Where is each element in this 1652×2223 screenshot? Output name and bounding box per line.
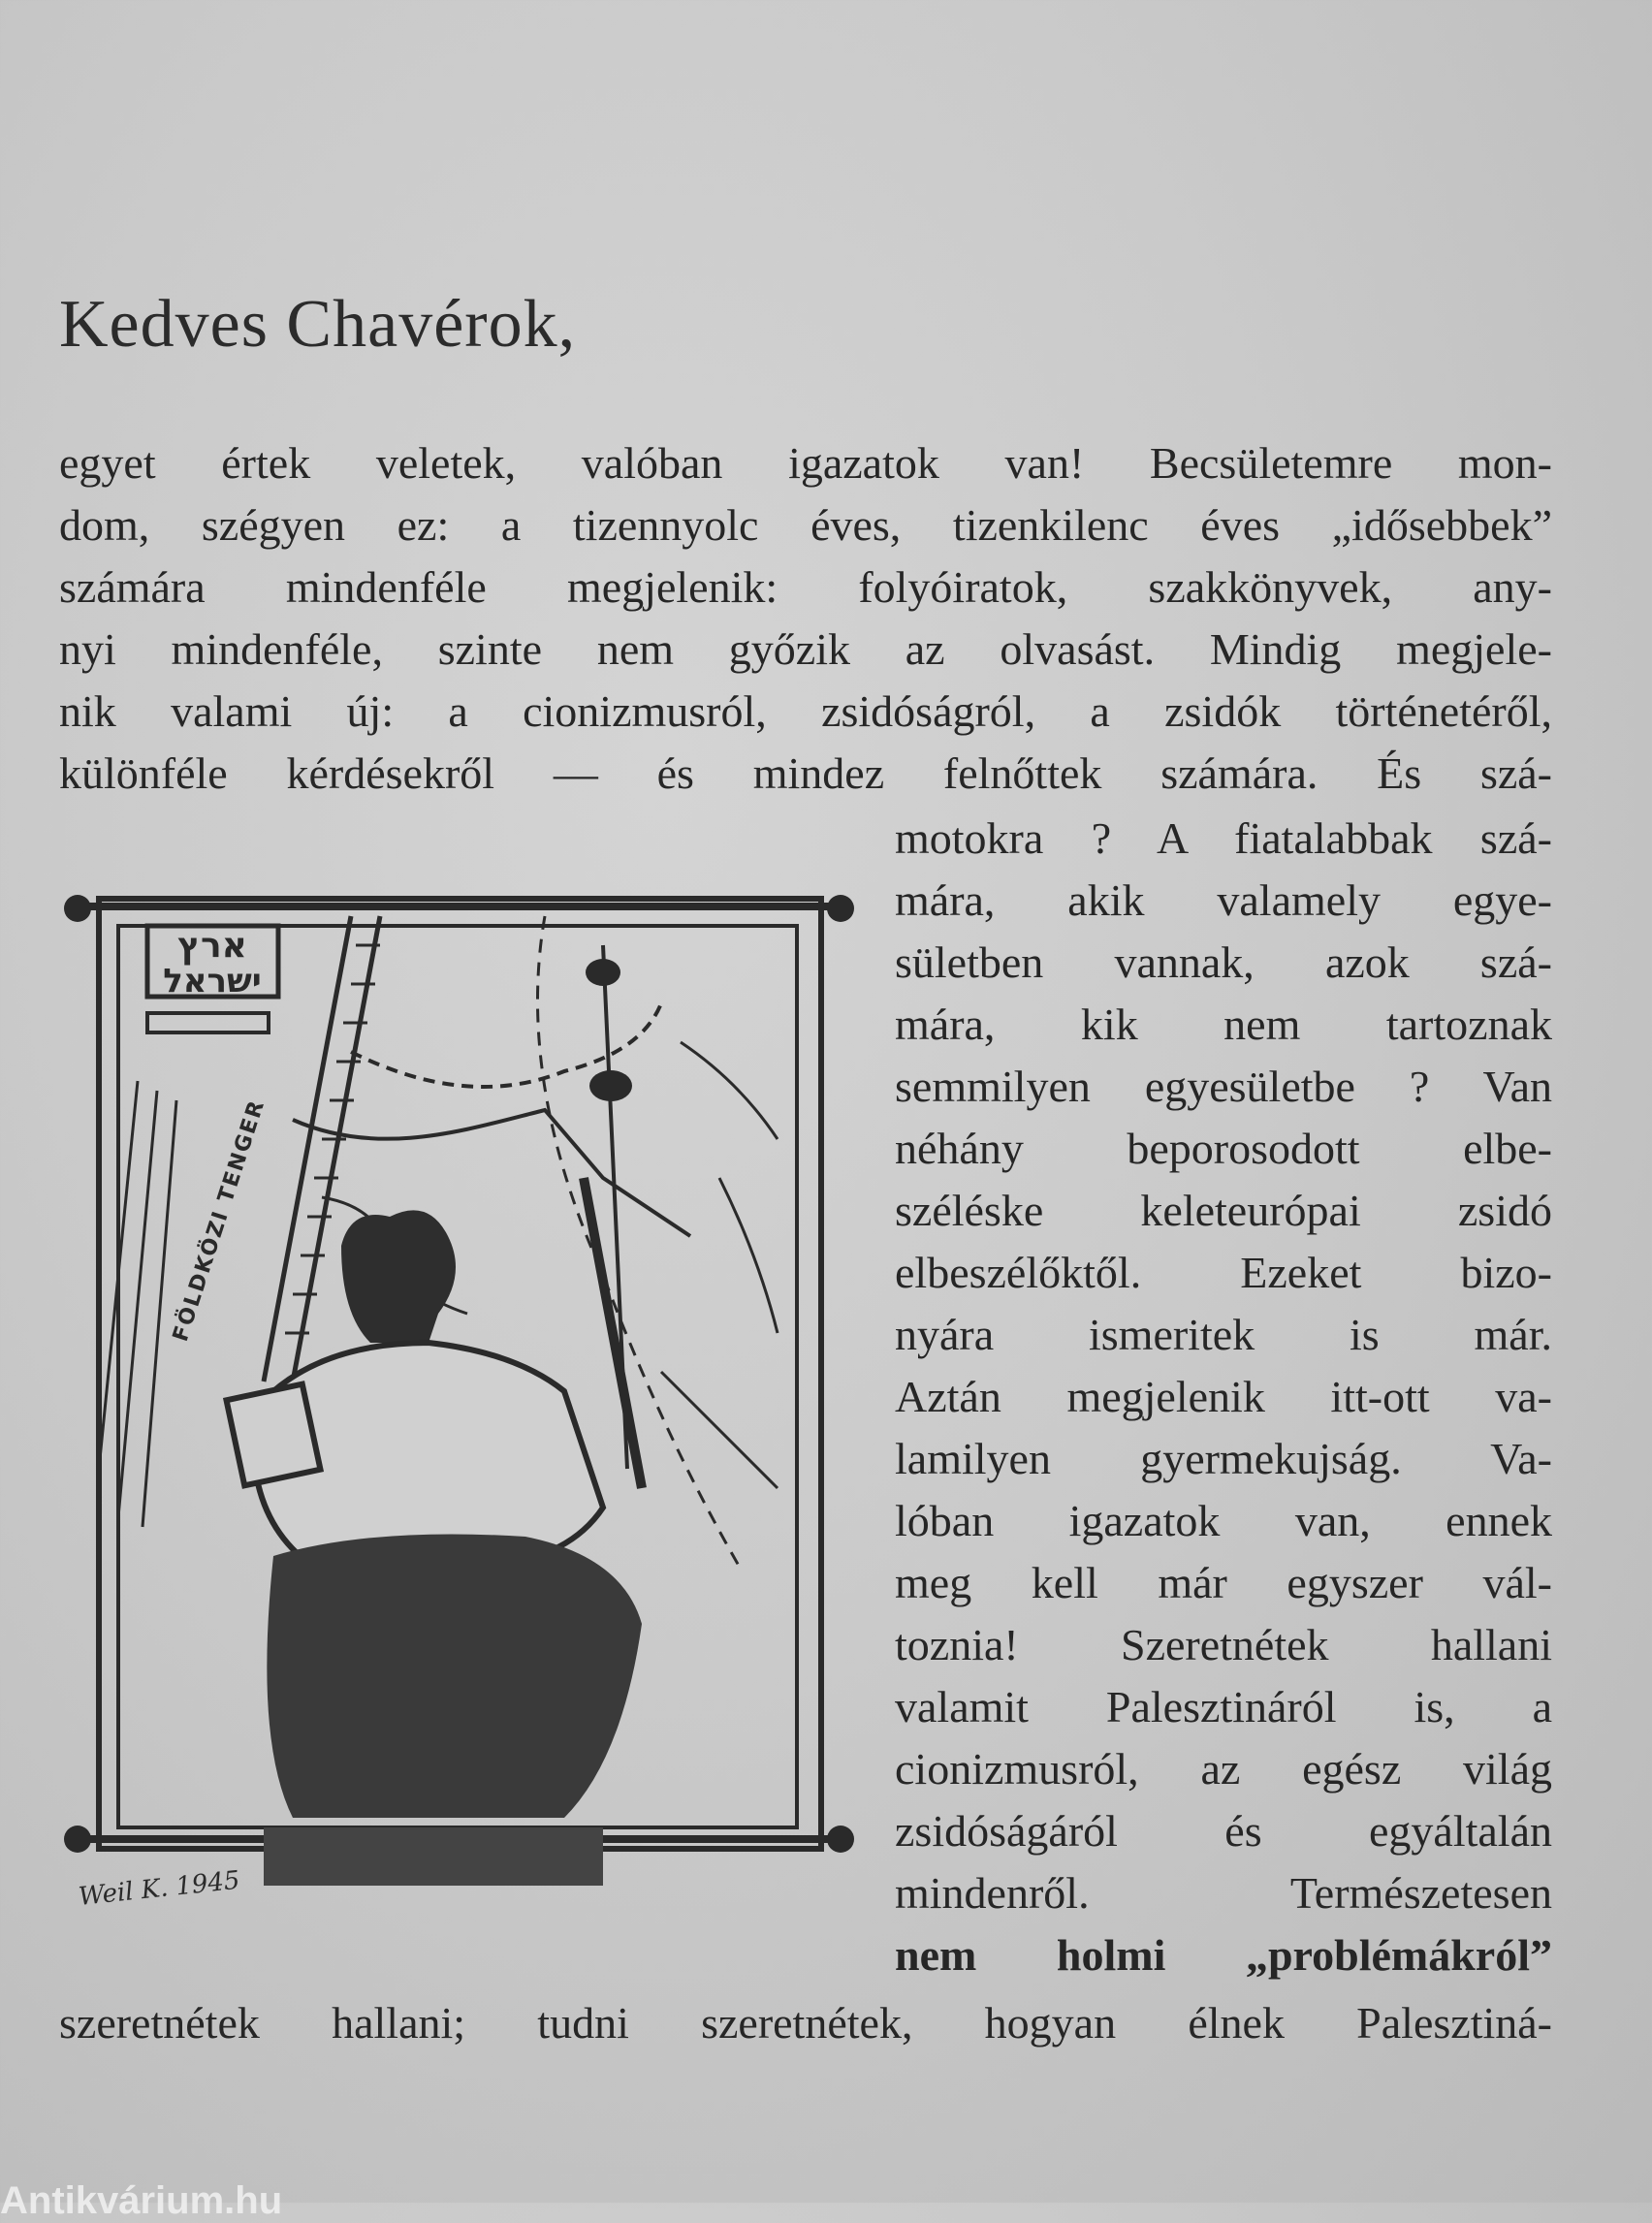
text-line: sületben vannak, azok szá- — [895, 937, 1552, 987]
sign-text-eretz: ארץ — [177, 926, 247, 966]
text-line: Aztán megjelenik itt-ott va- — [895, 1372, 1552, 1421]
map-label-mediterranean: FÖLDKÖZI TENGER — [168, 1096, 270, 1345]
text-line: motokra ? A fiatalabbak szá- — [895, 813, 1552, 863]
text-line: nem holmi „problémákról” — [895, 1930, 1552, 1980]
reader-figure — [227, 1178, 642, 1886]
sign-text-israel: ישראל — [163, 962, 262, 1000]
text-line: toznia! Szeretnétek hallani — [895, 1620, 1552, 1669]
text-line: valamit Palesztináról is, a — [895, 1682, 1552, 1731]
text-line: semmilyen egyesületbe ? Van — [895, 1062, 1552, 1111]
woodcut-illustration — [60, 887, 865, 1934]
text-line: nik valami új: a cionizmusról, zsidóságról, a zsidók történetéről, — [59, 686, 1552, 736]
small-label-box — [147, 1013, 269, 1032]
book-icon — [227, 1384, 321, 1486]
letter-salutation: Kedves Chavérok, — [59, 287, 577, 362]
text-line: számára mindenféle megjelenik: folyóiratok, szakkönyvek, any- — [59, 562, 1552, 612]
artist-signature: Weil K. 1945 — [77, 1865, 241, 1912]
text-line: szeretnétek hallani; tudni szeretnétek, hogyan élnek Palesztiná- — [59, 1998, 1552, 2048]
text-line: egyet értek veletek, valóban igazatok van! Becsületemre mon- — [59, 438, 1552, 488]
text-line: különféle kérdésekről — és mindez felnőttek számára. És szá- — [59, 748, 1552, 798]
text-line: nyára ismeritek is már. — [895, 1310, 1552, 1359]
text-line: mára, akik valamely egye- — [895, 875, 1552, 925]
text-line: néhány beporosodott elbe- — [895, 1124, 1552, 1173]
text-line: zsidóságáról és egyáltalán — [895, 1806, 1552, 1856]
text-line: lóban igazatok van, ennek — [895, 1496, 1552, 1545]
text-line: széléske keleteurópai zsidó — [895, 1186, 1552, 1235]
text-line: nyi mindenféle, szinte nem győzik az olvasást. Mindig megjele- — [59, 624, 1552, 674]
text-line: mára, kik nem tartoznak — [895, 1000, 1552, 1049]
text-line: meg kell már egyszer vál- — [895, 1558, 1552, 1607]
text-line: lamilyen gyermekujság. Va- — [895, 1434, 1552, 1483]
text-line: dom, szégyen ez: a tizennyolc éves, tizenkilenc éves „idősebbek” — [59, 500, 1552, 550]
text-line: mindenről. Természetesen — [895, 1868, 1552, 1918]
watermark: Antikvárium.hu — [0, 2179, 283, 2222]
text-line: cionizmusról, az egész világ — [895, 1744, 1552, 1794]
text-line: elbeszélőktől. Ezeket bizo- — [895, 1248, 1552, 1297]
